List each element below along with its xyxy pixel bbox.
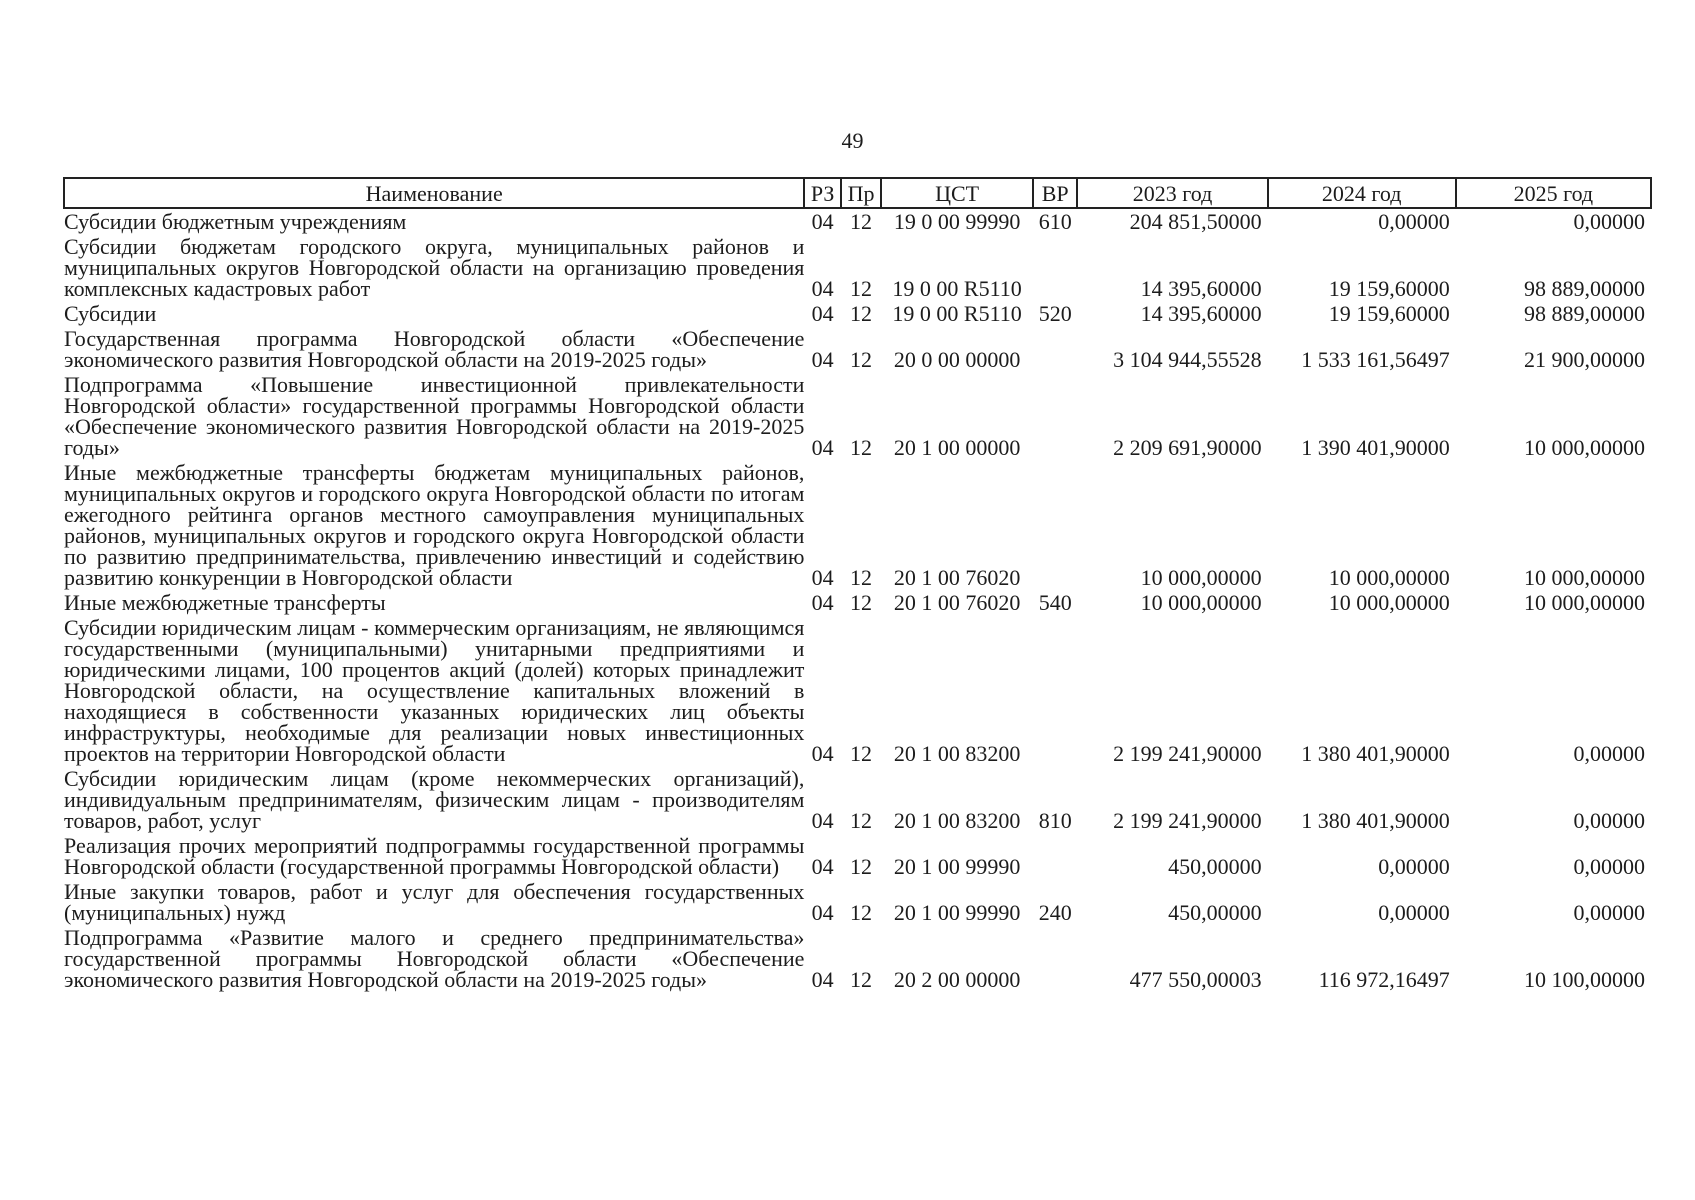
row-name: Субсидии xyxy=(64,301,157,326)
row-pr: 12 xyxy=(850,209,873,234)
row-cst: 19 0 00 R5110 xyxy=(892,276,1022,301)
table-row xyxy=(64,208,1651,234)
table-row xyxy=(64,460,1651,590)
page-number: 49 xyxy=(841,128,864,153)
row-name: Реализация прочих мероприятий подпрограммы государственной программы Новгородской области (государственной программы Новгородской области) xyxy=(64,833,805,879)
row-2025: 10 000,00000 xyxy=(1524,590,1645,615)
row-2025: 10 000,00000 xyxy=(1524,435,1645,460)
row-rz: 04 xyxy=(811,565,834,590)
row-rz: 04 xyxy=(811,967,834,992)
row-2024: 1 390 401,90000 xyxy=(1301,435,1450,460)
row-2024: 10 000,00000 xyxy=(1328,565,1450,590)
row-vr: 240 xyxy=(1038,900,1072,925)
row-pr: 12 xyxy=(850,967,873,992)
row-name: Подпрограмма «Повышение инвестиционной привлекательности Новгородской области» государственной программы Новгородской области «Обеспечение экономического развития Новгородской области на 2019-2025 годы» xyxy=(64,372,805,460)
row-cst: 20 2 00 00000 xyxy=(893,967,1021,992)
row-name: Иные межбюджетные трансферты xyxy=(64,590,386,615)
row-2023: 450,00000 xyxy=(1168,900,1262,925)
row-rz: 04 xyxy=(811,854,834,879)
row-2025: 0,00000 xyxy=(1573,808,1645,833)
row-rz: 04 xyxy=(811,301,834,326)
header-vr: ВР xyxy=(1033,178,1078,208)
row-rz: 04 xyxy=(811,741,834,766)
row-rz: 04 xyxy=(811,590,834,615)
row-2025: 0,00000 xyxy=(1573,741,1645,766)
row-name: Иные закупки товаров, работ и услуг для обеспечения государственных (муниципальных) нужд xyxy=(64,879,805,925)
row-cst: 19 0 00 R5110 xyxy=(892,301,1022,326)
row-name: Субсидии юридическим лицам (кроме некоммерческих организаций), индивидуальным предпринимателям, физическим лицам - производителям товаров, работ, услуг xyxy=(64,766,805,833)
header-2024: 2024 год xyxy=(1268,178,1456,208)
row-2025: 10 100,00000 xyxy=(1524,967,1645,992)
row-rz: 04 xyxy=(811,209,834,234)
row-2023: 3 104 944,55528 xyxy=(1113,347,1262,372)
table-row xyxy=(64,301,1651,326)
table-row xyxy=(64,879,1651,925)
table-row xyxy=(64,372,1651,460)
row-name: Субсидии бюджетным учреждениям xyxy=(64,209,407,234)
header-2023: 2023 год xyxy=(1077,178,1267,208)
row-vr: 520 xyxy=(1038,301,1072,326)
row-rz: 04 xyxy=(811,276,834,301)
row-cst: 20 0 00 00000 xyxy=(893,347,1021,372)
row-cst: 20 1 00 76020 xyxy=(893,590,1021,615)
row-vr xyxy=(1033,615,1078,766)
row-vr: 810 xyxy=(1038,808,1072,833)
row-2024: 1 380 401,90000 xyxy=(1301,741,1450,766)
row-pr: 12 xyxy=(850,565,873,590)
row-2024: 10 000,00000 xyxy=(1328,590,1450,615)
row-pr: 12 xyxy=(850,276,873,301)
header-name: Наименование xyxy=(64,178,804,208)
row-pr: 12 xyxy=(850,854,873,879)
table-row xyxy=(64,925,1651,992)
row-2024: 19 159,60000 xyxy=(1328,276,1450,301)
row-2023: 10 000,00000 xyxy=(1140,565,1262,590)
row-2023: 477 550,00003 xyxy=(1129,967,1262,992)
row-vr xyxy=(1033,833,1078,879)
row-name: Государственная программа Новгородской области «Обеспечение экономического развития Новгородской области на 2019-2025 годы» xyxy=(64,326,805,372)
row-2024: 1 380 401,90000 xyxy=(1301,808,1450,833)
header-pr: Пр xyxy=(841,178,881,208)
table-row xyxy=(64,234,1651,301)
row-cst: 20 1 00 99990 xyxy=(893,854,1021,879)
row-rz: 04 xyxy=(811,347,834,372)
table-row xyxy=(64,326,1651,372)
row-2024: 1 533 161,56497 xyxy=(1301,347,1450,372)
row-name: Подпрограмма «Развитие малого и среднего предпринимательства» государственной программы Новгородской области «Обеспечение экономического развития Новгородской области на 2019-2025 годы» xyxy=(64,925,805,992)
row-2025: 0,00000 xyxy=(1573,854,1645,879)
row-2023: 2 199 241,90000 xyxy=(1113,808,1262,833)
row-vr xyxy=(1033,460,1078,590)
row-pr: 12 xyxy=(850,741,873,766)
row-vr xyxy=(1033,372,1078,460)
row-2023: 2 199 241,90000 xyxy=(1113,741,1262,766)
row-vr: 540 xyxy=(1038,590,1072,615)
row-2023: 204 851,50000 xyxy=(1129,209,1262,234)
budget-table xyxy=(63,177,1652,992)
row-2023: 10 000,00000 xyxy=(1140,590,1262,615)
row-name: Субсидии юридическим лицам - коммерческим организациям, не являющимся государственными (муниципальными) унитарными предприятиями и юридическими лицами, 100 процентов акций (долей) которых принадлежит Новгородской области, на осуществление капитальных вложений в находящиеся в собственности указанных юридических лиц объекты инфраструктуры, необходимые для реализации новых инвестиционных проектов на территории Новгородской области xyxy=(64,615,805,766)
row-2025: 10 000,00000 xyxy=(1524,565,1645,590)
row-pr: 12 xyxy=(850,301,873,326)
header-rz: РЗ xyxy=(804,178,840,208)
row-name: Иные межбюджетные трансферты бюджетам муниципальных районов, муниципальных округов и городского округа Новгородской области по итогам ежегодного рейтинга органов местного самоуправления муниципальных районов, муниципальных округов и городского округа Новгородской области по развитию предпринимательства, привлечению инвестиций и содействию развитию конкуренции в Новгородской области xyxy=(64,460,805,590)
row-cst: 19 0 00 99990 xyxy=(893,209,1021,234)
row-pr: 12 xyxy=(850,347,873,372)
row-vr xyxy=(1033,234,1078,301)
row-2023: 14 395,60000 xyxy=(1140,301,1262,326)
row-2025: 21 900,00000 xyxy=(1524,347,1645,372)
table-row xyxy=(64,590,1651,615)
row-rz: 04 xyxy=(811,435,834,460)
row-cst: 20 1 00 76020 xyxy=(893,565,1021,590)
table-header-row xyxy=(64,178,1651,208)
table-row xyxy=(64,766,1651,833)
row-pr: 12 xyxy=(850,900,873,925)
header-2025: 2025 год xyxy=(1456,178,1651,208)
row-2024: 0,00000 xyxy=(1378,900,1450,925)
row-2024: 116 972,16497 xyxy=(1318,967,1450,992)
row-cst: 20 1 00 99990 xyxy=(893,900,1021,925)
row-2025: 0,00000 xyxy=(1573,209,1645,234)
row-2023: 2 209 691,90000 xyxy=(1113,435,1262,460)
row-cst: 20 1 00 83200 xyxy=(893,808,1021,833)
row-rz: 04 xyxy=(811,900,834,925)
header-cst: ЦСТ xyxy=(881,178,1033,208)
table-row xyxy=(64,615,1651,766)
row-name: Субсидии бюджетам городского округа, муниципальных районов и муниципальных округов Новгородской области на организацию проведения комплексных кадастровых работ xyxy=(64,234,805,301)
row-2023: 450,00000 xyxy=(1168,854,1262,879)
table-row xyxy=(64,833,1651,879)
row-2025: 98 889,00000 xyxy=(1524,276,1645,301)
row-vr: 610 xyxy=(1038,209,1072,234)
row-2025: 98 889,00000 xyxy=(1524,301,1645,326)
row-vr xyxy=(1033,326,1078,372)
row-2024: 19 159,60000 xyxy=(1328,301,1450,326)
row-2023: 14 395,60000 xyxy=(1140,276,1262,301)
row-2025: 0,00000 xyxy=(1573,900,1645,925)
row-pr: 12 xyxy=(850,590,873,615)
row-pr: 12 xyxy=(850,435,873,460)
row-rz: 04 xyxy=(811,808,834,833)
row-2024: 0,00000 xyxy=(1378,854,1450,879)
row-cst: 20 1 00 00000 xyxy=(893,435,1021,460)
row-vr xyxy=(1033,925,1078,992)
row-2024: 0,00000 xyxy=(1378,209,1450,234)
row-cst: 20 1 00 83200 xyxy=(893,741,1021,766)
row-pr: 12 xyxy=(850,808,873,833)
